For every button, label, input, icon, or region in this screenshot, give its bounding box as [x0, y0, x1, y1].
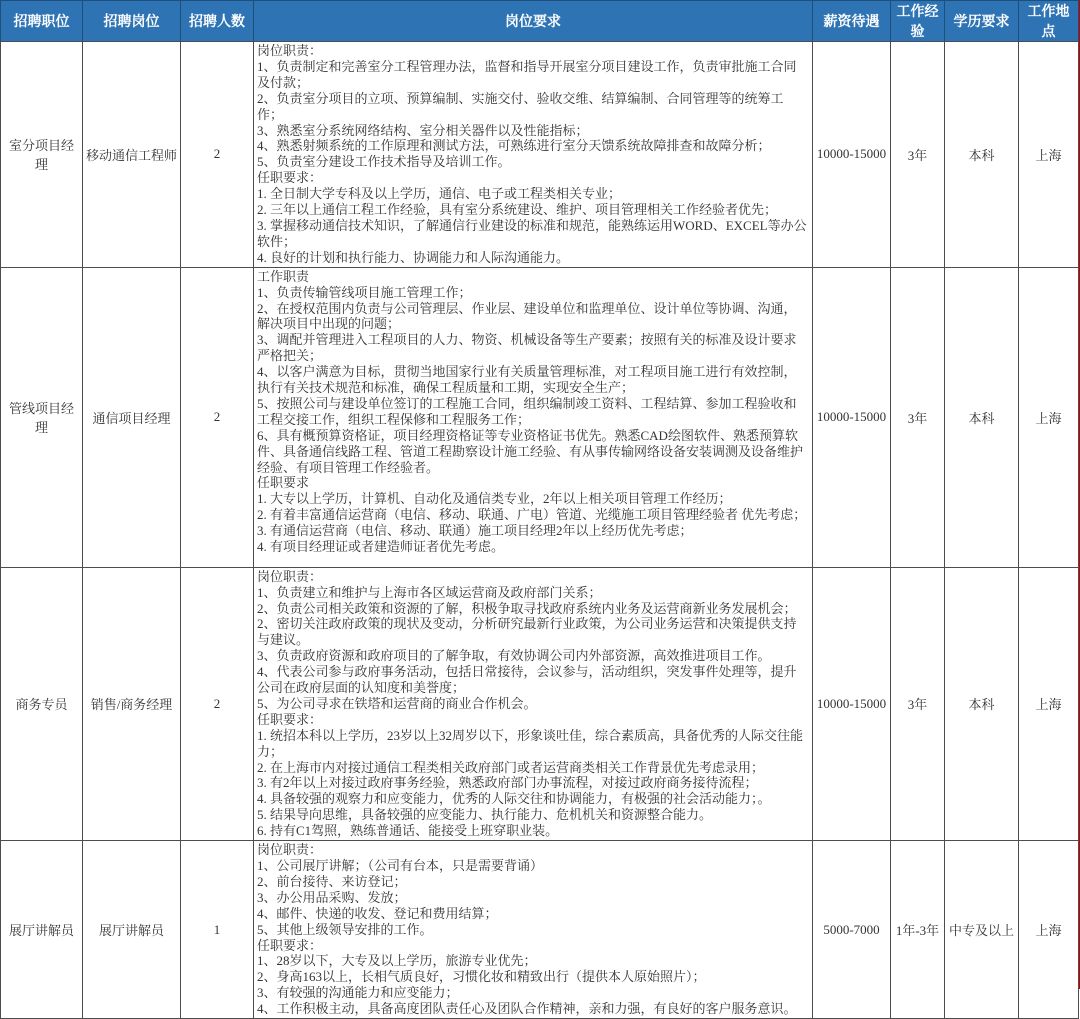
requirement-line: 2、负责公司相关政策和资源的了解，积极争取寻找政府系统内业务及运营商新业务发展机会；: [257, 600, 797, 616]
job-position-cell: 展厅讲解员: [1, 841, 83, 1019]
requirement-line: 任职要求：: [257, 711, 323, 727]
requirement-line: 2、密切关注政府政策的现状及变动，分析研究最新行业政策，为公司业务运营和决策提供支持与建议。: [257, 616, 797, 648]
requirement-line: 5、为公司寻求在铁塔和运营商的商业合作机会。: [257, 695, 537, 711]
requirement-line: 6、具有概预算资格证，项目经理资格证等专业资格证书优先。熟悉CAD绘图软件、熟悉预算软件、具备通信线路工程、管道工程勘察设计施工经验、有从事传输网络设备安装调测及设备维护经验、有项目管理工作经验者。: [257, 427, 804, 475]
education-cell: 中专及以上: [945, 841, 1019, 1019]
location-cell: 上海: [1019, 841, 1079, 1019]
requirement-line: 岗位职责：: [257, 842, 323, 858]
requirement-line: 5、负责室分建设工作技术指导及培训工作。: [257, 154, 511, 170]
requirement-line: 任职要求: [257, 475, 310, 491]
column-header-count: 招聘人数: [181, 1, 254, 42]
requirement-line: 4. 良好的计划和执行能力、协调能力和人际沟通能力。: [257, 249, 570, 265]
requirement-line: 2、负责室分项目的立项、预算编制、实施交付、验收交维、结算编制、合同管理等的统筹工作；: [257, 90, 784, 122]
requirement-line: 1、公司展厅讲解；（公司有台本，只是需要背诵）: [257, 858, 544, 873]
job-post-cell: 移动通信工程师: [83, 42, 181, 268]
requirement-line: 任职要求：: [257, 937, 323, 953]
job-position-cell: 商务专员: [1, 567, 83, 840]
location-cell: 上海: [1019, 267, 1079, 567]
requirement-line: 2、前台接待、来访登记；: [257, 873, 407, 889]
column-header-experience: 工作经验: [891, 1, 945, 42]
requirement-line: 2. 有着丰富通信运营商（电信、移动、联通、广电）管道、光缆施工项目管理经验者 优先考虑；: [257, 507, 807, 523]
requirement-line: 1. 统招本科以上学历，23岁以上32周岁以下，形象谈吐佳，综合素质高，具备优秀的人际交往能力；: [257, 727, 804, 759]
requirement-line: 3、有较强的沟通能力和应变能力；: [257, 985, 459, 1001]
requirement-line: 4. 有项目经理证或者建造师证者优先考虑。: [257, 539, 505, 555]
salary-cell: 10000-15000: [813, 267, 891, 567]
requirement-line: 5、其他上级领导安排的工作。: [257, 921, 433, 937]
requirement-line: 2. 在上海市内对接过通信工程类相关政府部门或者运营商类相关工作背景优先考虑录用；: [257, 759, 765, 775]
requirement-line: 岗位职责：: [257, 43, 323, 58]
header-row: [1, 1, 1079, 42]
requirement-line: 1、28岁以下，大专及以上学历，旅游专业优先；: [257, 953, 537, 969]
headcount-cell: 2: [181, 267, 254, 567]
requirement-line: 3. 掌握移动通信技术知识，了解通信行业建设的标准和规范，能熟练运用WORD、EXCEL等办公软件；: [257, 217, 807, 249]
location-cell: 上海: [1019, 567, 1079, 840]
requirement-line: 3. 有2年以上对接过政府事务经验，熟悉政府部门办事流程，对接过政府商务接待流程；: [257, 775, 758, 791]
job-post-cell: 销售/商务经理: [83, 567, 181, 840]
education-cell: 本科: [945, 567, 1019, 840]
experience-cell: 3年: [891, 567, 945, 840]
requirement-line: 2. 三年以上通信工程工作经验，具有室分系统建设、维护、项目管理相关工作经验者优先；: [257, 202, 778, 218]
headcount-cell: 2: [181, 42, 254, 268]
requirement-line: 5. 结果导向思维，具备较强的应变能力、执行能力、危机机关和资源整合能力。: [257, 807, 713, 823]
table-row: [1, 267, 1079, 567]
requirement-line: 3. 有通信运营商（电信、移动、联通）施工项目经理2年以上经历优先考虑；: [257, 523, 693, 539]
column-header-position: 招聘职位: [1, 1, 83, 42]
location-cell: 上海: [1019, 42, 1079, 268]
column-header-requirements: 岗位要求: [254, 1, 813, 42]
job-position-cell: 室分项目经理: [1, 42, 83, 268]
requirement-line: 岗位职责：: [257, 568, 323, 584]
table-row: [1, 42, 1079, 268]
requirement-line: 4、熟悉射频系统的工作原理和测试方法，可熟练进行室分天馈系统故障排查和故障分析；: [257, 138, 771, 154]
requirements-cell: [254, 841, 813, 1019]
experience-cell: 1年-3年: [891, 841, 945, 1019]
requirement-line: 1、负责建立和维护与上海市各区域运营商及政府部门关系；: [257, 584, 602, 600]
requirement-line: 1、负责传输管线项目施工管理工作；: [257, 284, 472, 300]
requirement-line: 3、熟悉室分系统网络结构、室分相关器件以及性能指标；: [257, 122, 589, 138]
job-post-cell: 展厅讲解员: [83, 841, 181, 1019]
salary-cell: 10000-15000: [813, 42, 891, 268]
experience-cell: 3年: [891, 267, 945, 567]
column-header-post: 招聘岗位: [83, 1, 181, 42]
requirement-line: 4. 具备较强的观察力和应变能力，优秀的人际交往和协调能力，有极强的社会活动能力；。: [257, 791, 771, 807]
requirements-cell: [254, 267, 813, 567]
job-post-cell: 通信项目经理: [83, 267, 181, 567]
requirement-line: 3、调配并管理进入工程项目的人力、物资、机械设备等生产要素；按照有关的标准及设计要求严格把关；: [257, 332, 797, 364]
education-cell: 本科: [945, 267, 1019, 567]
requirements-cell: [254, 567, 813, 840]
requirement-line: 工作职责: [257, 268, 310, 284]
table-row: [1, 567, 1079, 840]
experience-cell: 3年: [891, 42, 945, 268]
requirement-line: 1. 大专以上学历，计算机、自动化及通信类专业，2年以上相关项目管理工作经历；: [257, 491, 732, 507]
requirement-line: 1、负责制定和完善室分工程管理办法，监督和指导开展室分项目建设工作，负责审批施工合同及付款；: [257, 58, 797, 90]
headcount-cell: 1: [181, 841, 254, 1019]
requirement-line: 2、在授权范围内负责与公司管理层、作业层、建设单位和监理单位、设计单位等协调、沟通，解决项目中出现的问题；: [257, 300, 797, 332]
column-header-salary: 薪资待遇: [813, 1, 891, 42]
salary-cell: 5000-7000: [813, 841, 891, 1019]
job-position-cell: 管线项目经理: [1, 267, 83, 567]
column-header-education: 学历要求: [945, 1, 1019, 42]
requirement-line: 2、身高163以上，长相气质良好，习惯化妆和精致出行（提供本人原始照片）；: [257, 969, 706, 985]
requirement-line: 6. 持有C1驾照，熟练普通话、能接受上班穿职业装。: [257, 823, 559, 839]
requirement-line: 4、代表公司参与政府事务活动，包括日常接待，会议参与，活动组织，突发事件处理等，提升公司在政府层面的认知度和美誉度；: [257, 664, 797, 696]
requirement-line: 3、办公用品采购、发放；: [257, 889, 407, 905]
table-row: [1, 841, 1079, 1019]
requirement-line: 4、工作积极主动，具备高度团队责任心及团队合作精神，亲和力强，有良好的客户服务意识。: [257, 1001, 797, 1017]
requirement-line: 1. 全日制大学专科及以上学历，通信、电子或工程类相关专业；: [257, 186, 622, 202]
headcount-cell: 2: [181, 567, 254, 840]
requirements-cell: [254, 42, 813, 268]
column-header-location: 工作地点: [1019, 1, 1079, 42]
requirement-line: 4、以客户满意为目标，贯彻当地国家行业有关质量管理标准，对工程项目施工进行有效控制，执行有关技术规范和标准，确保工程质量和工期，实现安全生产；: [257, 364, 797, 396]
salary-cell: 10000-15000: [813, 567, 891, 840]
requirement-line: 5、按照公司与建设单位签订的工程施工合同，组织编制竣工资料、工程结算、参加工程验收和工程交接工作，组织工程保修和工程服务工作；: [257, 395, 797, 427]
requirement-line: 任职要求：: [257, 170, 323, 186]
requirement-line: 4、邮件、快递的收发、登记和费用结算；: [257, 905, 498, 921]
education-cell: 本科: [945, 42, 1019, 268]
requirement-line: 3、负责政府资源和政府项目的了解争取，有效协调公司内外部资源，高效推进项目工作。: [257, 648, 771, 664]
